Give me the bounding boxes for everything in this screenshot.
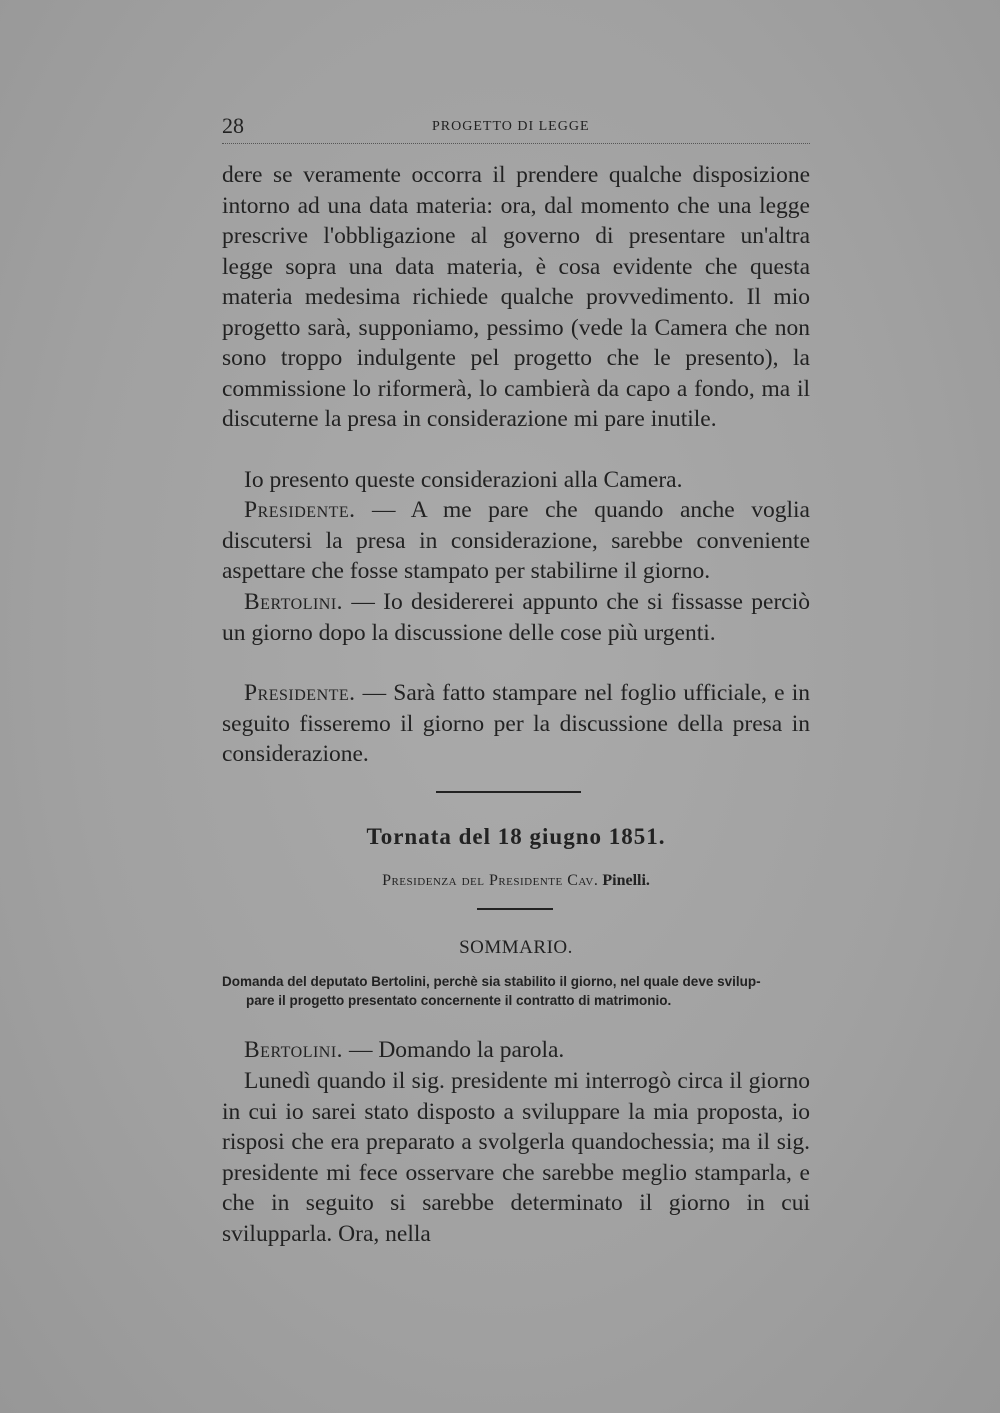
body-paragraph-3 bbox=[222, 495, 810, 587]
summary-text bbox=[222, 972, 810, 1010]
body-paragraph-2: Io presento queste considerazioni alla Camera. bbox=[244, 467, 683, 493]
summary-heading: SOMMARIO. bbox=[459, 937, 573, 958]
speaker-name: Presidente. bbox=[244, 680, 356, 706]
section-divider bbox=[436, 791, 581, 793]
speech-text: — Domando la parola. bbox=[343, 1037, 565, 1063]
presidency-line bbox=[222, 872, 810, 890]
presidency-name: Pinelli. bbox=[602, 872, 650, 889]
speech-text: — Io desidererei appunto che si fissasse perciò un giorno dopo la discussione delle cose più urgenti. bbox=[222, 589, 810, 646]
body-paragraph-7: Lunedì quando il sig. presidente mi interrogò circa il giorno in cui io sarei stato disposto a sviluppare la mia proposta, io risposi che era preparato a svolgerla quandochessia; ma il sig. presidente mi fece osservare che sarebbe meglio stamparla, e che in seguito si sarebbe determinato il giorno in cui svilupparla. Ora, nella bbox=[222, 1068, 810, 1247]
session-title: Tornata del 18 giugno 1851. bbox=[366, 824, 666, 849]
page-number: 28 bbox=[222, 113, 244, 138]
body-paragraph-4 bbox=[222, 587, 810, 648]
page-header bbox=[222, 113, 810, 144]
running-title: PROGETTO DI LEGGE bbox=[432, 119, 590, 134]
body-paragraph-1: dere se veramente occorra il prendere qualche disposizione intorno ad una data materia: ora, dal momento che una legge prescrive l'obbligazione al governo di presentare un'altra legge sopra una data materia, è cosa evidente che questa materia medesima richiede qualche provvedimento. Il mio progetto sarà, supponiamo, pessimo (vede la Camera che non sono troppo indulgente pel progetto che le presento), la commissione lo riformerà, lo cambierà da capo a fondo, ma il discuterne la presa in considerazione mi pare inutile. bbox=[222, 162, 810, 432]
body-paragraph-6 bbox=[222, 1035, 810, 1066]
summary-line-2: pare il progetto presentato concernente il contratto di matrimonio. bbox=[246, 993, 672, 1008]
speech-text: — A me pare che quando anche voglia discutersi la presa in considerazione, sarebbe conveniente aspettare che fosse stampato per stabilirne il giorno. bbox=[222, 497, 810, 584]
presidency-divider bbox=[477, 908, 553, 910]
speech-text: — Sarà fatto stampare nel foglio ufficiale, e in seguito fisseremo il giorno per la discussione della presa in considerazione. bbox=[222, 680, 810, 767]
speaker-name: Bertolini. bbox=[244, 1037, 344, 1063]
body-paragraph-5 bbox=[222, 678, 810, 770]
speaker-name: Bertolini. bbox=[244, 589, 344, 615]
speaker-name: Presidente. bbox=[244, 497, 356, 523]
summary-line-1: Domanda del deputato Bertolini, perchè sia stabilito il giorno, nel quale deve svilup- bbox=[222, 974, 761, 989]
presidency-prefix: Presidenza del Presidente Cav. bbox=[382, 872, 599, 889]
